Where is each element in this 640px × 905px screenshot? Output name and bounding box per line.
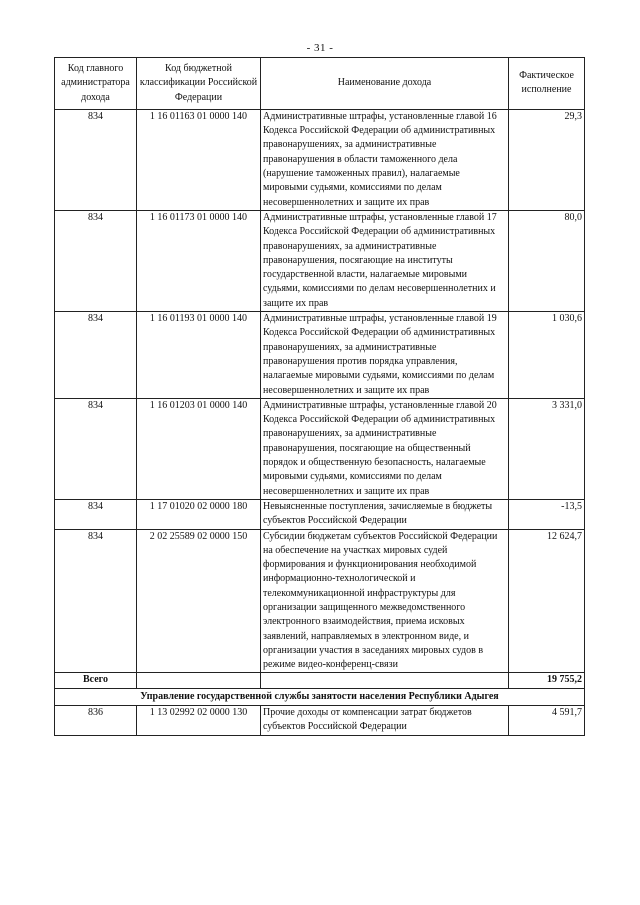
budget-code-cell: 2 02 25589 02 0000 150 <box>137 529 261 673</box>
amount-cell: 3 331,0 <box>509 398 585 499</box>
admin-code-cell: 834 <box>55 499 137 529</box>
amount-cell: 1 030,6 <box>509 312 585 399</box>
admin-code-cell: 834 <box>55 398 137 499</box>
total-amount: 19 755,2 <box>509 673 585 688</box>
table-row <box>55 529 585 673</box>
income-name-cell: Административные штрафы, установленные главой 20 Кодекса Российской Федерации об административных правонарушениях, за административные правонарушения, посягающие на общественный порядок и общественную безопасность, налагаемые мировыми судьями, комиссиями по делам несовершеннолетних и защите их прав <box>261 398 509 499</box>
amount-cell: 29,3 <box>509 109 585 210</box>
amount-cell: 80,0 <box>509 210 585 311</box>
admin-code-cell: 834 <box>55 529 137 673</box>
table-row <box>55 398 585 499</box>
budget-code-cell: 1 16 01203 01 0000 140 <box>137 398 261 499</box>
income-name-cell: Субсидии бюджетам субъектов Российской Федерации на обеспечение на участках мировых судей формирования и функционирования необходимой информационно-технологической и телекоммуникационной инфраструктуры для организации защищенного межведомственного электронного взаимодействия, приема исковых заявлений, направляемых в электронном виде, и организации участия в заседаниях мировых судов в режиме видео-конференц-связи <box>261 529 509 673</box>
budget-code-cell: 1 17 01020 02 0000 180 <box>137 499 261 529</box>
income-name-cell: Административные штрафы, установленные главой 17 Кодекса Российской Федерации об административных правонарушениях, за административные правонарушения, посягающие на институты государственной власти, налагаемые мировыми судьями, комиссиями по делам несовершеннолетних и защите их прав <box>261 210 509 311</box>
header-actual-amount: Фактическое исполнение <box>509 58 585 110</box>
income-name-cell: Административные штрафы, установленные главой 19 Кодекса Российской Федерации об административных правонарушениях, за административные правонарушения против порядка управления, налагаемые мировыми судьями, комиссиями по делам несовершеннолетних и защите их прав <box>261 312 509 399</box>
empty-cell <box>137 673 261 688</box>
budget-code-cell: 1 13 02992 02 0000 130 <box>137 706 261 736</box>
budget-code-cell: 1 16 01193 01 0000 140 <box>137 312 261 399</box>
table-row <box>55 706 585 736</box>
table-row <box>55 109 585 210</box>
income-name-cell: Невыясненные поступления, зачисляемые в бюджеты субъектов Российской Федерации <box>261 499 509 529</box>
amount-cell: 4 591,7 <box>509 706 585 736</box>
header-income-name: Наименование дохода <box>261 58 509 110</box>
admin-code-cell: 836 <box>55 706 137 736</box>
admin-code-cell: 834 <box>55 109 137 210</box>
section-title: Управление государственной службы занятости населения Республики Адыгея <box>55 688 585 705</box>
budget-code-cell: 1 16 01163 01 0000 140 <box>137 109 261 210</box>
budget-code-cell: 1 16 01173 01 0000 140 <box>137 210 261 311</box>
income-name-cell: Прочие доходы от компенсации затрат бюджетов субъектов Российской Федерации <box>261 706 509 736</box>
total-label: Всего <box>55 673 137 688</box>
empty-cell <box>261 673 509 688</box>
admin-code-cell: 834 <box>55 312 137 399</box>
header-admin-code: Код главного администратора дохода <box>55 58 137 110</box>
admin-code-cell: 834 <box>55 210 137 311</box>
total-row <box>55 673 585 688</box>
table-header-row <box>55 58 585 110</box>
page-number: - 31 - <box>306 42 334 54</box>
table-row <box>55 499 585 529</box>
income-table <box>54 57 585 736</box>
header-budget-code: Код бюджетной классификации Российской Федерации <box>137 58 261 110</box>
income-name-cell: Административные штрафы, установленные главой 16 Кодекса Российской Федерации об административных правонарушениях, за административные правонарушения в области таможенного дела (нарушение таможенных правил), налагаемые мировыми судьями, комиссиями по делам несовершеннолетних и защите их прав <box>261 109 509 210</box>
amount-cell: -13,5 <box>509 499 585 529</box>
amount-cell: 12 624,7 <box>509 529 585 673</box>
table-row <box>55 312 585 399</box>
table-row <box>55 210 585 311</box>
section-header-row <box>55 688 585 705</box>
